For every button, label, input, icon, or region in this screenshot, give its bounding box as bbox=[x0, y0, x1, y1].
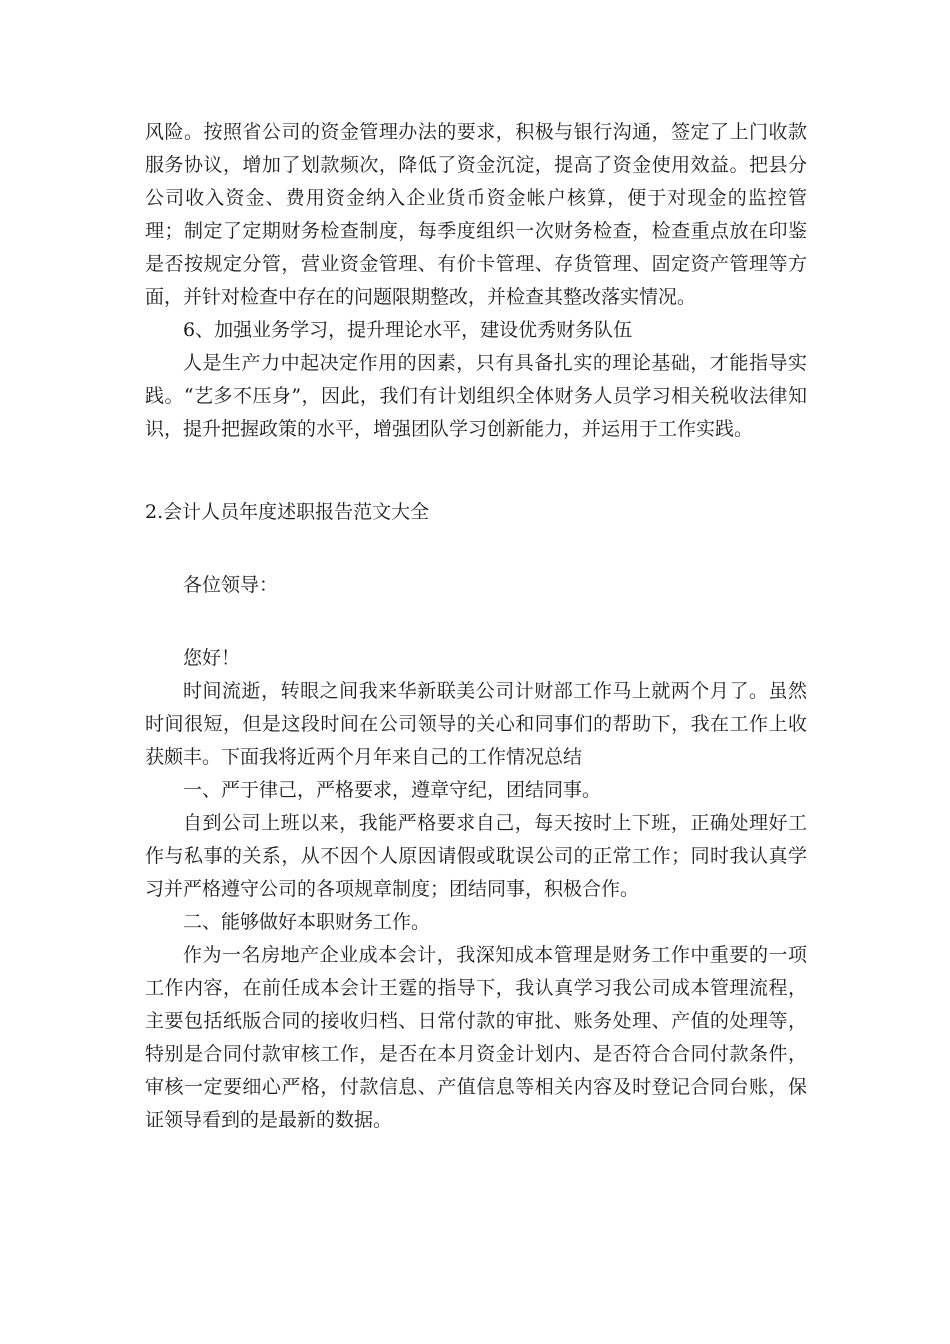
point2-title: 二、能够做好本职财务工作。 bbox=[183, 911, 431, 933]
section-title: 2.会计人员年度述职报告范文大全 bbox=[145, 501, 430, 523]
paragraph-continued: 风险。按照省公司的资金管理办法的要求，积极与银行沟通，签定了上门收款服务协议，增加了划款频次，降低了资金沉淀，提高了资金使用效益。把县分公司收入资金、费用资金纳入企业货币资金帐户核算，便于对现金的监控管理；制定了定期财务检查制度，每季度组织一次财务检查，检查重点放在印鉴是否按规定分管，营业资金管理、有价卡管理、存货管理、固定资产管理等方面，并针对检查中存在的问题限期整改，并检查其整改落实情况。 bbox=[145, 121, 807, 308]
salutation: 各位领导： bbox=[183, 574, 279, 596]
greeting: 您好！ bbox=[183, 647, 241, 669]
point1-body: 自到公司上班以来，我能严格要求自己，每天按时上下班，正确处理好工作与私事的关系，从不因个人原因请假或耽误公司的正常工作；同时我认真学习并严格遵守公司的各项规章制度；团结同事，积极合作。 bbox=[145, 812, 807, 900]
point1-title: 一、严于律己，严格要求，遵章守纪，团结同事。 bbox=[183, 779, 602, 801]
point2-body: 作为一名房地产企业成本会计，我深知成本管理是财务工作中重要的一项工作内容，在前任成本会计王霆的指导下，我认真学习我公司成本管理流程，主要包括纸版合同的接收归档、日常付款的审批、账务处理、产值的处理等，特别是合同付款审核工作，是否在本月资金计划内、是否符合合同付款条件，审核一定要细心严格，付款信息、产值信息等相关内容及时登记合同台账，保证领导看到的是最新的数据。 bbox=[145, 944, 807, 1131]
section-spacer bbox=[145, 529, 807, 569]
document-page bbox=[145, 116, 807, 1137]
section-spacer bbox=[145, 446, 807, 496]
item6-body: 人是生产力中起决定作用的因素，只有具备扎实的理论基础，才能指导实践。“艺多不压身”，因此，我们有计划组织全体财务人员学习相关税收法律知识，提升把握政策的水平，增强团队学习创新能力，并运用于工作实践。 bbox=[145, 352, 807, 440]
section-spacer bbox=[145, 602, 807, 642]
intro-paragraph: 时间流逝，转眼之间我来华新联美公司计财部工作马上就两个月了。虽然时间很短，但是这段时间在公司领导的关心和同事们的帮助下，我在工作上收获颇丰。下面我将近两个月年来自己的工作情况总结 bbox=[145, 680, 807, 768]
item6-title: 6、加强业务学习，提升理论水平，建设优秀财务队伍 bbox=[183, 319, 633, 341]
